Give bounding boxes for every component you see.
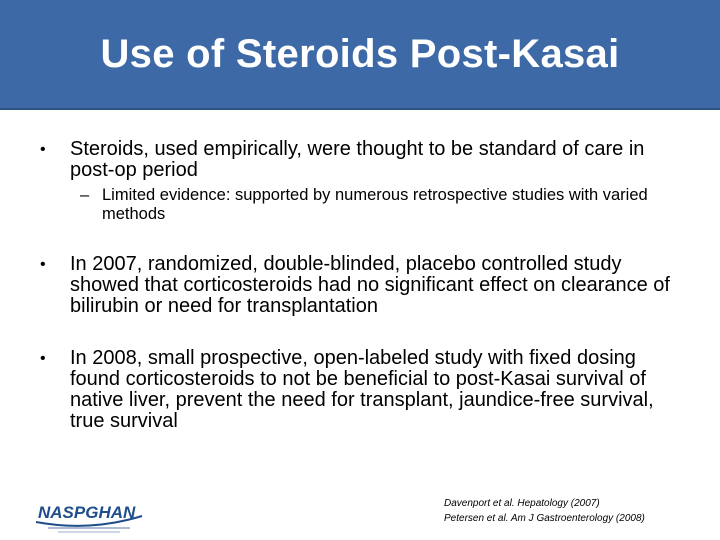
title-bar xyxy=(0,0,720,110)
bullet-marker: • xyxy=(40,350,46,367)
bullet-marker: • xyxy=(40,256,46,273)
bullet-3-text: In 2008, small prospective, open-labeled study with fixed dosing found corticosteroids to not be beneficial to post-Kasai survival of native liver, prevent the need for transplant, jaundice-free survival, true survival xyxy=(70,347,654,432)
slide-title: Use of Steroids Post-Kasai xyxy=(100,31,620,76)
reference-2: Petersen et al. Am J Gastroenterology (2008) xyxy=(444,513,645,524)
bullet-marker: • xyxy=(40,141,46,158)
bullet-2 xyxy=(40,253,690,317)
reference-1: Davenport et al. Hepatology (2007) xyxy=(444,498,600,509)
bullet-3 xyxy=(40,347,690,432)
bullet-1-text: Steroids, used empirically, were thought to be standard of care in post-op period xyxy=(70,138,645,181)
bullet-1 xyxy=(40,138,690,181)
sub-bullet-1 xyxy=(80,186,702,224)
logo-text: NASPGHAN xyxy=(38,503,136,522)
references xyxy=(444,496,645,526)
sub-bullet-marker: – xyxy=(80,186,90,204)
bullet-2-text: In 2007, randomized, double-blinded, placebo controlled study showed that corticosteroids had no significant effect on clearance of bilirubin or need for transplantation xyxy=(70,253,670,317)
naspghan-logo xyxy=(34,498,146,538)
sub-bullet-1-text: Limited evidence: supported by numerous retrospective studies with varied methods xyxy=(102,186,648,223)
